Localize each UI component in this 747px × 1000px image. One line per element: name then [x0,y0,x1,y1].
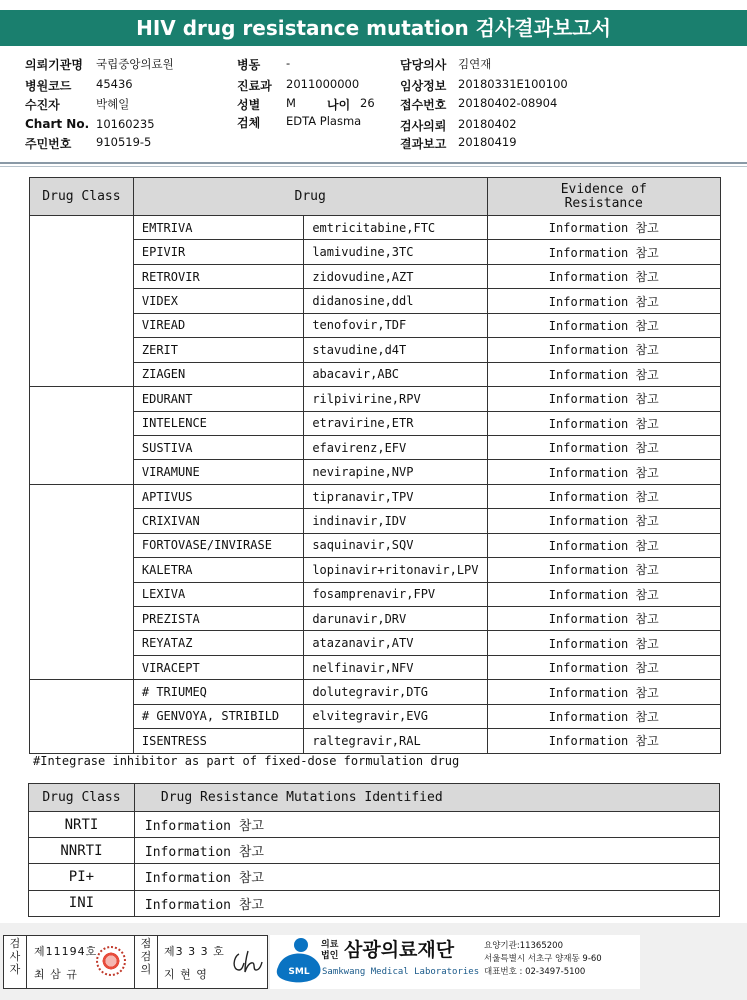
drug-generic-cell: raltegravir,RAL [304,729,487,753]
evidence-header-line2: Resistance [564,195,643,211]
mutation-row [29,838,720,864]
drug-brand-cell: KALETRA [133,558,303,582]
drug-table-header-row [30,178,721,216]
sml-logo [274,937,324,985]
drug-row [30,313,721,337]
evidence-cell: Information 참고 [487,216,721,240]
header-divider-thin [0,166,747,167]
evidence-cell: Information 참고 [487,240,721,264]
mutations-table [28,783,720,917]
drug-brand-cell: REYATAZ [133,631,303,655]
drug-row [30,680,721,704]
drug-class-cell [30,216,134,387]
drug-row [30,631,721,655]
org-address: 서울특별시 서초구 양재동 9-60 [484,954,602,964]
age-value: 26 [360,96,375,110]
drug-generic-cell: dolutegravir,DTG [304,680,487,704]
clinical-info-label: 임상정보 [400,79,447,93]
receipt-number-label: 접수번호 [400,98,447,112]
tester-license: 제11194호 [34,945,98,958]
org-english-name: Samkwang Medical Laboratories [322,967,480,977]
drug-row [30,729,721,753]
evidence-cell: Information 참고 [487,289,721,313]
checker-name: 지 현 영 [164,968,208,981]
drug-generic-cell: nevirapine,NVP [304,460,487,484]
drug-class-cell [30,484,134,680]
institution-label: 의뢰기관명 [25,58,83,72]
mutation-value-cell: Information 참고 [134,838,719,864]
evidence-cell: Information 참고 [487,655,721,679]
drug-row [30,509,721,533]
sex-label: 성별 [237,98,261,112]
drug-class-cell [30,387,134,485]
hospital-code-label: 병원코드 [25,79,72,93]
drug-brand-cell: LEXIVA [133,582,303,606]
drug-brand-cell: APTIVUS [133,484,303,508]
ward-label: 병동 [237,58,261,72]
clinical-info-value: 20180331E100100 [458,77,568,91]
drug-row [30,216,721,240]
drug-generic-cell: didanosine,ddl [304,289,487,313]
mutation-row [29,812,720,838]
drug-brand-cell: CRIXIVAN [133,509,303,533]
drug-brand-cell: INTELENCE [133,411,303,435]
org-prefix-line1: 의료 [321,940,339,950]
drug-brand-cell: # TRIUMEQ [133,680,303,704]
doctor-label: 담당의사 [400,58,447,72]
signature-box [3,935,268,989]
drug-row [30,411,721,435]
drug-generic-cell: efavirenz,EFV [304,435,487,459]
footnote: #Integrase inhibitor as part of fixed-dose formulation drug [33,754,460,768]
test-request-label: 검사의뢰 [400,119,447,133]
drug-header: Drug [133,178,487,216]
report-header [0,52,747,152]
logo-text: SML [288,967,310,977]
drug-brand-cell: ISENTRESS [133,729,303,753]
drug-generic-cell: tipranavir,TPV [304,484,487,508]
checker-license: 제3 3 3 호 [164,945,225,958]
mutation-class-cell: NNRTI [29,838,135,864]
org-contact-info [484,940,602,979]
drug-generic-cell: rilpivirine,RPV [304,387,487,411]
department-label: 진료과 [237,79,272,93]
age-label: 나이 [327,98,351,112]
org-prefix-line2: 법인 [321,951,339,961]
evidence-cell: Information 참고 [487,338,721,362]
mutations-class-header: Drug Class [29,784,135,812]
drug-generic-cell: zidovudine,AZT [304,264,487,288]
mutations-header-row [29,784,720,812]
chart-number-label: Chart No. [25,117,90,131]
sex-value: M [286,96,296,110]
drug-row [30,484,721,508]
drug-brand-cell: VIREAD [133,313,303,337]
mutation-class-cell: INI [29,890,135,916]
resident-number-label: 주민번호 [25,137,72,151]
ward-value: - [286,56,291,70]
drug-row [30,362,721,386]
drug-row [30,607,721,631]
mutation-value-cell: Information 참고 [134,890,719,916]
mutation-class-cell: NRTI [29,812,135,838]
doctor-value: 김연재 [458,57,492,71]
institution-value: 국립중앙의료원 [96,57,174,71]
drug-generic-cell: indinavir,IDV [304,509,487,533]
drug-brand-cell: EDURANT [133,387,303,411]
mutation-class-cell: PI+ [29,864,135,890]
evidence-cell: Information 참고 [487,558,721,582]
drug-brand-cell: ZERIT [133,338,303,362]
drug-row [30,264,721,288]
org-code: 요양기관:11365200 [484,941,563,951]
report-title: HIV drug resistance mutation 검사결과보고서 [0,10,747,46]
drug-generic-cell: stavudine,d4T [304,338,487,362]
drug-generic-cell: darunavir,DRV [304,607,487,631]
drug-class-header: Drug Class [30,178,134,216]
drug-brand-cell: VIRAMUNE [133,460,303,484]
drug-generic-cell: etravirine,ETR [304,411,487,435]
result-report-label: 결과보고 [400,137,447,151]
drug-brand-cell: VIRACEPT [133,655,303,679]
specimen-label: 검체 [237,116,261,130]
drug-brand-cell: # GENVOYA, STRIBILD [133,704,303,728]
mutations-identified-header: Drug Resistance Mutations Identified [134,784,719,812]
signature-divider [26,936,27,988]
drug-generic-cell: fosamprenavir,FPV [304,582,487,606]
tester-seal [96,946,126,976]
org-phone: 대표번호 : 02-3497-5100 [484,967,586,977]
evidence-cell: Information 참고 [487,729,721,753]
drug-brand-cell: FORTOVASE/INVIRASE [133,533,303,557]
org-prefix [321,940,338,962]
drug-generic-cell: emtricitabine,FTC [304,216,487,240]
checker-label: 점 검 의 [140,937,152,976]
org-name: 삼광의료재단 [344,939,455,961]
drug-class-cell [30,680,134,753]
drug-row [30,655,721,679]
handwritten-signature [230,948,264,976]
drug-row [30,387,721,411]
evidence-cell: Information 참고 [487,411,721,435]
evidence-cell: Information 참고 [487,680,721,704]
evidence-cell: Information 참고 [487,435,721,459]
drug-generic-cell: nelfinavir,NFV [304,655,487,679]
evidence-cell: Information 참고 [487,460,721,484]
receipt-number-value: 20180402-08904 [458,96,558,110]
evidence-cell: Information 참고 [487,631,721,655]
drug-row [30,435,721,459]
result-report-value: 20180419 [458,135,517,149]
test-request-value: 20180402 [458,117,517,131]
chart-number-value: 10160235 [96,117,155,131]
drug-generic-cell: elvitegravir,EVG [304,704,487,728]
drug-brand-cell: EPIVIR [133,240,303,264]
drug-brand-cell: SUSTIVA [133,435,303,459]
evidence-cell: Information 참고 [487,362,721,386]
evidence-cell: Information 참고 [487,387,721,411]
evidence-cell: Information 참고 [487,484,721,508]
tester-label: 검 사 자 [9,937,21,976]
drug-resistance-table [29,177,721,754]
drug-generic-cell: lamivudine,3TC [304,240,487,264]
hospital-code-value: 45436 [96,77,133,91]
drug-brand-cell: EMTRIVA [133,216,303,240]
patient-value: 박혜일 [96,97,130,111]
mutation-value-cell: Information 참고 [134,864,719,890]
drug-row [30,704,721,728]
evidence-header [487,178,721,216]
specimen-value: EDTA Plasma [286,114,362,128]
drug-row [30,582,721,606]
drug-generic-cell: abacavir,ABC [304,362,487,386]
evidence-cell: Information 참고 [487,704,721,728]
drug-row [30,558,721,582]
tester-name: 최 삼 규 [34,968,78,981]
evidence-cell: Information 참고 [487,582,721,606]
mutation-row [29,890,720,916]
mutation-value-cell: Information 참고 [134,812,719,838]
signature-divider [157,936,158,988]
evidence-cell: Information 참고 [487,533,721,557]
drug-generic-cell: atazanavir,ATV [304,631,487,655]
evidence-cell: Information 참고 [487,607,721,631]
drug-row [30,460,721,484]
drug-generic-cell: saquinavir,SQV [304,533,487,557]
evidence-cell: Information 참고 [487,313,721,337]
drug-row [30,240,721,264]
drug-brand-cell: ZIAGEN [133,362,303,386]
resident-number-value: 910519-5 [96,135,152,149]
evidence-header-line1: Evidence of [560,181,647,197]
header-divider [0,162,747,164]
department-value: 2011000000 [286,77,360,91]
drug-brand-cell: PREZISTA [133,607,303,631]
drug-row [30,289,721,313]
evidence-cell: Information 참고 [487,264,721,288]
drug-row [30,338,721,362]
drug-brand-cell: RETROVIR [133,264,303,288]
organization-block [270,935,640,989]
evidence-cell: Information 참고 [487,509,721,533]
drug-generic-cell: tenofovir,TDF [304,313,487,337]
drug-row [30,533,721,557]
patient-label: 수진자 [25,98,60,112]
drug-brand-cell: VIDEX [133,289,303,313]
mutation-row [29,864,720,890]
drug-generic-cell: lopinavir+ritonavir,LPV [304,558,487,582]
